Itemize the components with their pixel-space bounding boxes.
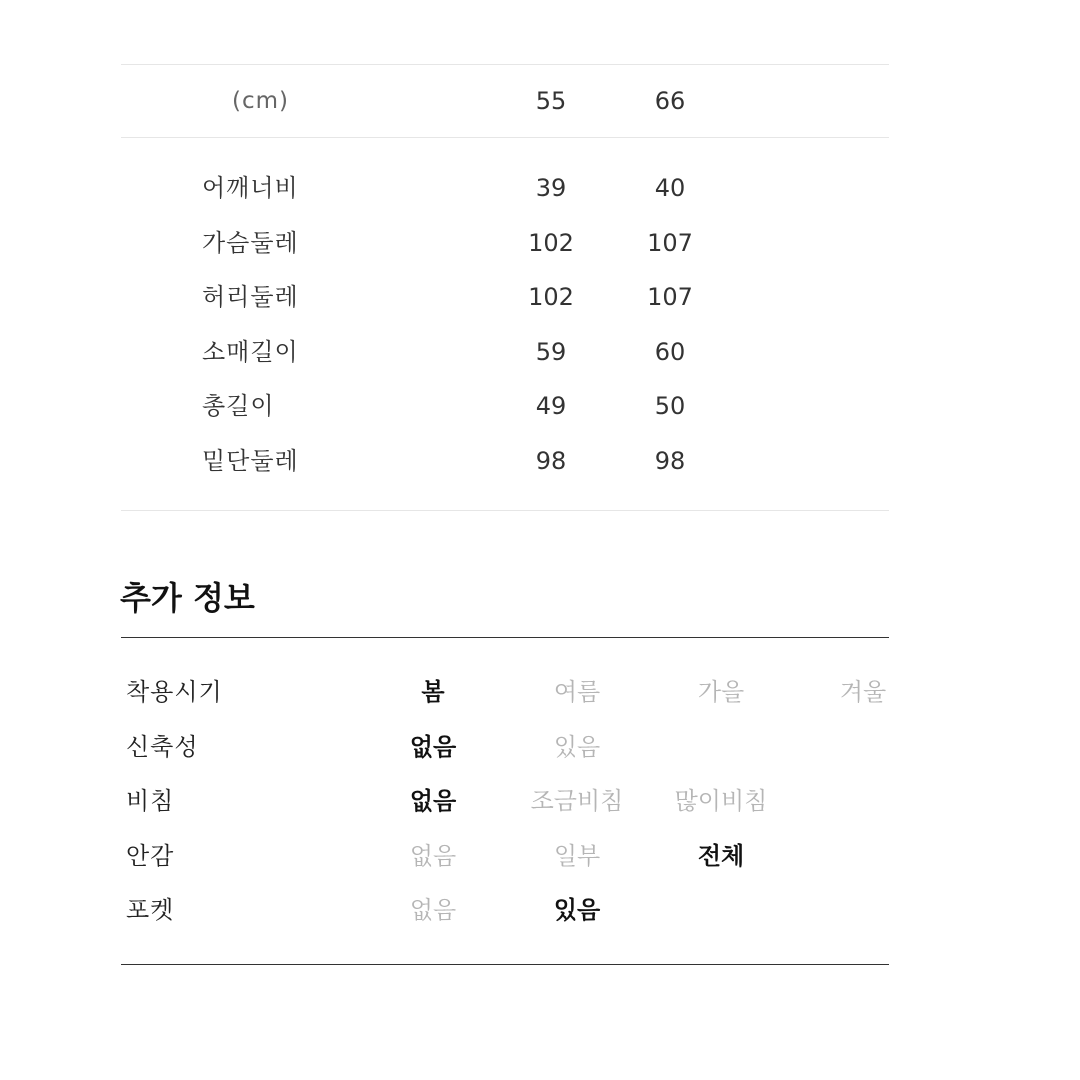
pocket-option-none: 없음 <box>409 896 457 924</box>
lining-option-partial: 일부 <box>553 842 601 870</box>
measurement-value-66: 60 <box>654 338 686 366</box>
measurement-value-66: 98 <box>654 447 686 475</box>
info-label-pocket: 포켓 <box>126 896 175 924</box>
sheer-option-none: 없음 <box>409 787 457 815</box>
size-header-55: 55 <box>535 87 567 115</box>
season-option-autumn: 가을 <box>697 678 745 706</box>
measurement-value-55: 98 <box>535 447 567 475</box>
additional-info-title: 추가 정보 <box>120 579 255 617</box>
size-header-divider <box>121 137 889 138</box>
measurement-label: 소매길이 <box>202 338 299 366</box>
info-label-sheerness: 비침 <box>126 787 175 815</box>
measurement-label: 밑단둘레 <box>202 447 299 475</box>
measurement-value-66: 107 <box>647 283 693 311</box>
stretch-option-none: 없음 <box>409 733 457 761</box>
measurement-label: 가슴둘레 <box>202 229 299 257</box>
measurement-value-55: 102 <box>528 229 574 257</box>
additional-info-bottom-divider <box>121 964 889 965</box>
stretch-option-yes: 있음 <box>553 733 601 761</box>
season-option-winter: 겨울 <box>839 678 887 706</box>
info-label-lining: 안감 <box>126 842 175 870</box>
measurement-value-66: 40 <box>654 174 686 202</box>
lining-option-none: 없음 <box>409 842 457 870</box>
measurement-value-55: 59 <box>535 338 567 366</box>
info-label-stretch: 신축성 <box>126 733 199 761</box>
measurement-label: 허리둘레 <box>202 283 299 311</box>
measurement-value-55: 102 <box>528 283 574 311</box>
measurement-value-66: 50 <box>654 392 686 420</box>
additional-info-top-divider <box>121 637 889 638</box>
pocket-option-yes: 있음 <box>553 896 601 924</box>
lining-option-full: 전체 <box>697 842 745 870</box>
measurement-label: 어깨너비 <box>202 174 299 202</box>
sheer-option-slight: 조금비침 <box>530 787 624 815</box>
size-table-top-divider <box>121 64 889 65</box>
size-unit-label: (cm) <box>232 88 289 114</box>
season-option-spring: 봄 <box>421 678 445 706</box>
season-option-summer: 여름 <box>553 678 601 706</box>
size-table-bottom-divider <box>121 510 889 511</box>
measurement-value-66: 107 <box>647 229 693 257</box>
measurement-value-55: 39 <box>535 174 567 202</box>
measurement-value-55: 49 <box>535 392 567 420</box>
sheer-option-much: 많이비침 <box>674 787 768 815</box>
measurement-label: 총길이 <box>202 392 275 420</box>
size-header-66: 66 <box>654 87 686 115</box>
info-label-season: 착용시기 <box>126 678 223 706</box>
